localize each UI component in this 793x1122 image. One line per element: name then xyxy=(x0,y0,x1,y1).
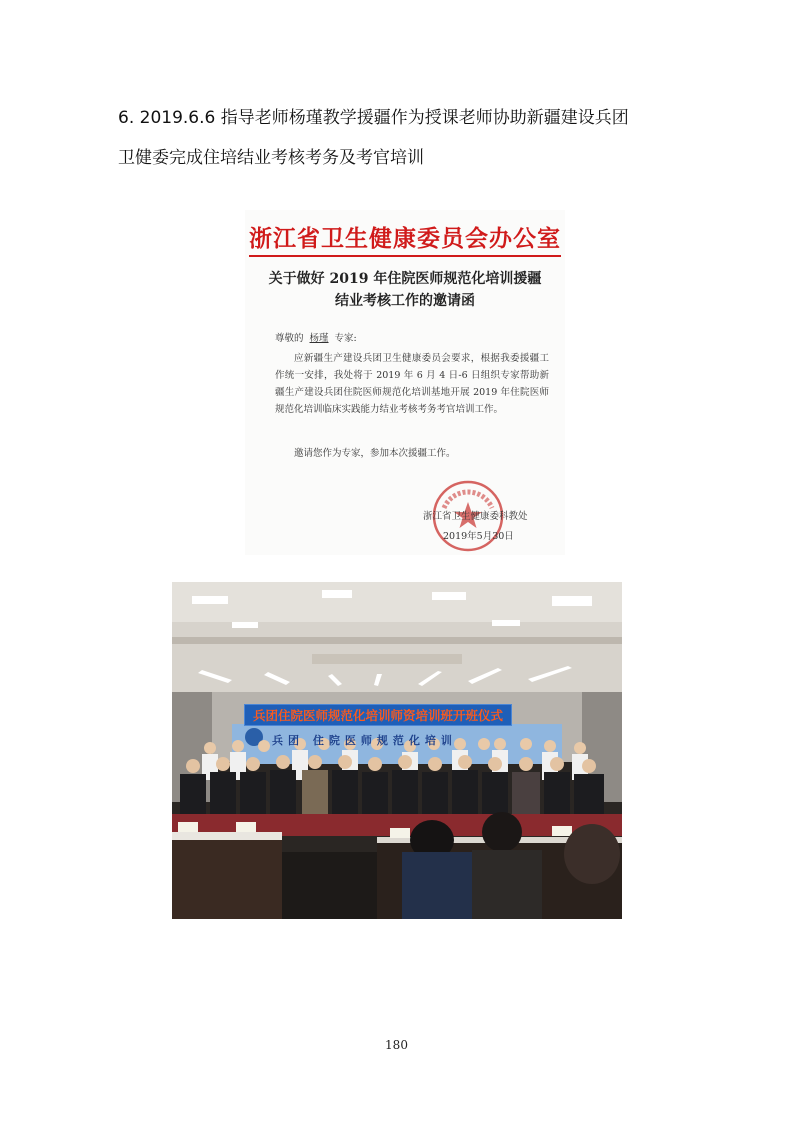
heading-line-2: 卫健委完成住培结业考核考务及考官培训 xyxy=(118,148,424,168)
letter-invitation-line: 邀请您作为专家，参加本次援疆工作。 xyxy=(294,448,456,459)
letter-header: 浙江省卫生健康委员会办公室 xyxy=(249,225,561,252)
letter-title-line-1: 关于做好 2019 年住院医师规范化培训援疆 xyxy=(268,271,542,287)
invitation-letter-scan xyxy=(245,210,565,555)
ceremony-group-photo xyxy=(172,582,622,919)
salutation-prefix: 尊敬的 xyxy=(275,333,304,344)
letter-title-line-2: 结业考核工作的邀请函 xyxy=(335,293,475,309)
salutation-suffix: 专家: xyxy=(334,333,357,344)
salutation-name: 杨瑾 xyxy=(309,333,329,344)
letter-body-paragraph: 应新疆生产建设兵团卫生健康委员会要求，根据我委援疆工作统一安排，我处将于 2019 年 6 月 4 日-6 日组织专家帮助新疆生产建设兵团住院医师规范化培训基地开展 2019 年住院医师规范化培训临床实践能力结业考核考务考官培训工作。 xyxy=(275,353,549,415)
banner-text: 兵团住院医师规范化培训师资培训班开班仪式 xyxy=(252,708,503,723)
letter-sign-date: 2019年5月30日 xyxy=(443,531,514,542)
ceremony-banner xyxy=(244,704,512,726)
backdrop-text: 兵团 住院医师规范化培训 xyxy=(272,734,457,747)
letter-salutation xyxy=(275,330,357,347)
letter-header-rule xyxy=(249,255,561,257)
photo-scene xyxy=(172,582,622,919)
heading-line-1: 6. 2019.6.6 指导老师杨瑾教学援疆作为授课老师协助新疆建设兵团 xyxy=(118,108,629,128)
letter-sign-office: 浙江省卫生健康委科教处 xyxy=(423,511,528,522)
page-number: 180 xyxy=(385,1038,408,1052)
